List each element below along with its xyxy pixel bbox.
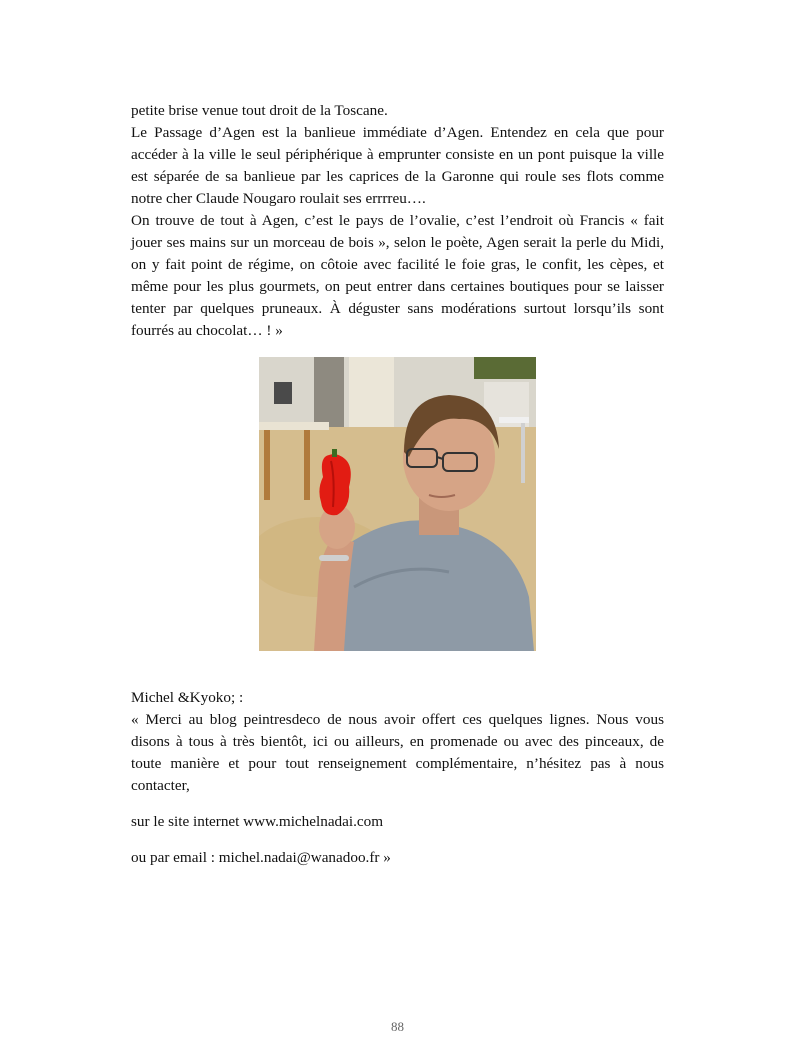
paragraph-agen-description: On trouve de tout à Agen, c’est le pays de l’ovalie, c’est l’endroit où Francis « fait jouer ses mains sur un morceau de bois », selon le poète, Agen serait la perle du Midi, on y fait point de régime, on côtoie avec facilité le foie gras, le confit, les cèpes, et même pour les plus gourmets, on peut entrer dans certaines boutiques pour se laisser tenter par quelques pruneaux. À déguster sans modérations surtout lorsqu’ils sont fourrés au chocolat… ! » (131, 212, 664, 339)
paragraph-toscane: petite brise venue tout droit de la Toscane. (131, 102, 388, 119)
page-number: 88 (391, 1019, 404, 1034)
photo-man-holding-red-pepper (259, 357, 536, 651)
salutation: Michel &Kyoko; : (131, 689, 244, 706)
paragraph-passage-agen: Le Passage d’Agen est la banlieue immédiate d’Agen. Entendez en cela que pour accéder à la ville le seul périphérique à emprunter consiste en un pont puisque la ville est séparée de sa banlieue par les caprices de la Garonne qui roule ses flots comme notre cher Claude Nougaro roulait ses errrreu…. (131, 124, 664, 207)
top-text-block (131, 100, 664, 342)
website-line: sur le site internet www.michelnadai.com (131, 813, 384, 830)
email-line: ou par email : michel.nadai@wanadoo.fr » (131, 849, 391, 866)
thank-you-message: « Merci au blog peintresdeco de nous avoir offert ces quelques lignes. Nous vous disons à tous à très bientôt, ici ou ailleurs, en promenade ou avec des pinceaux, de toute manière et pour tout renseignement complémentaire, n’hésitez pas à nous contacter, (131, 711, 664, 794)
bottom-text-block (131, 687, 664, 869)
